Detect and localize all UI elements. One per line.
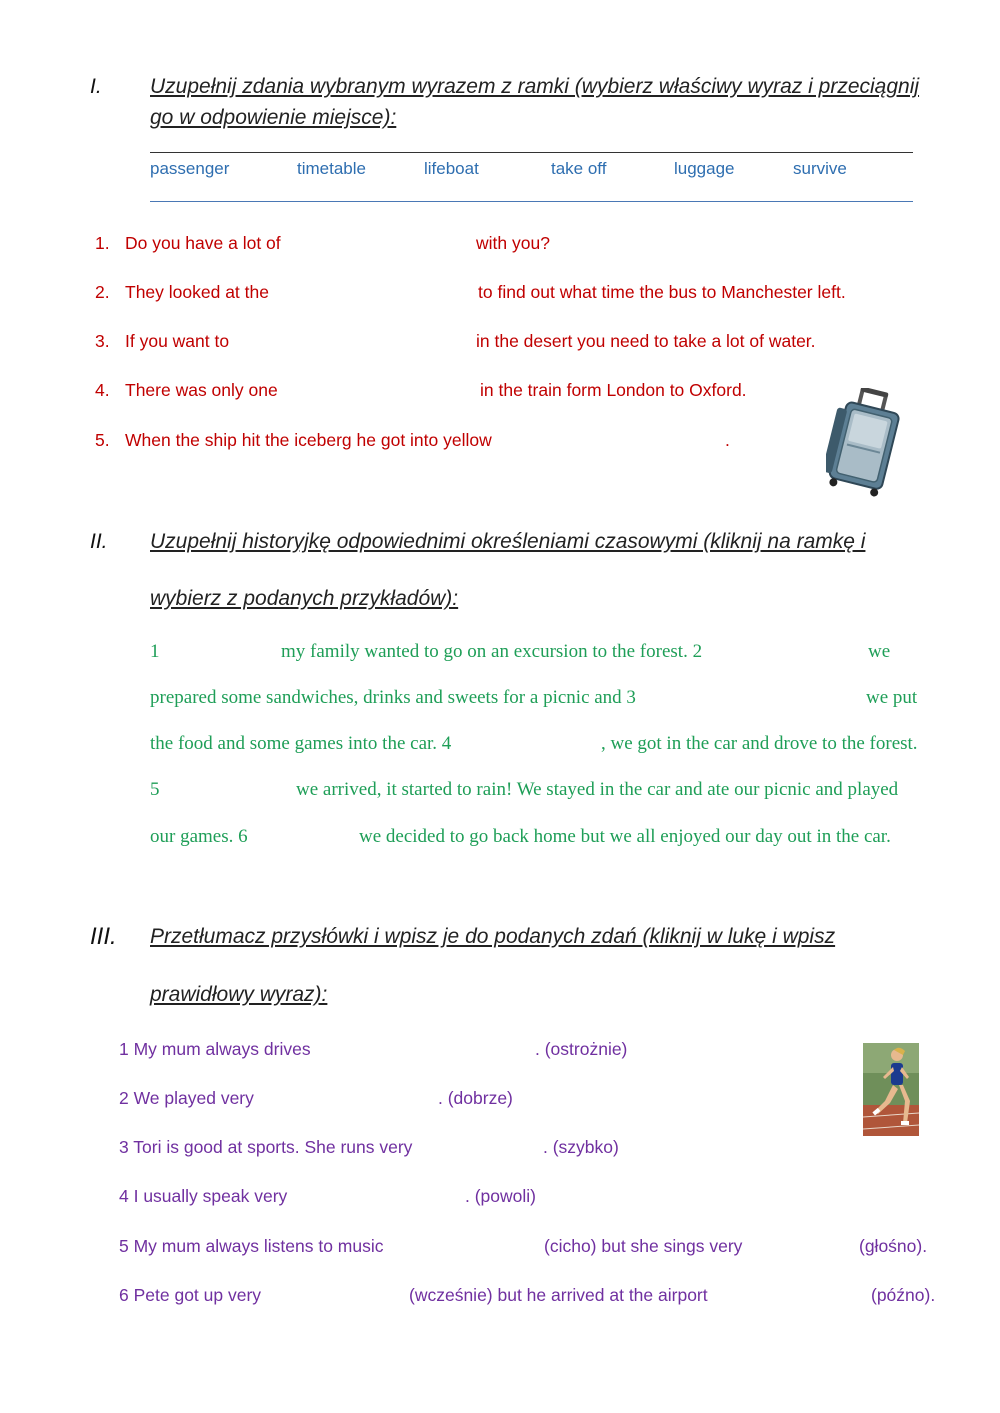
adverb-sentence: 6 Pete got up very: [119, 1285, 262, 1305]
sentence-text: .: [725, 430, 730, 450]
story-select-1[interactable]: [168, 639, 276, 665]
drop-zone-2[interactable]: [284, 279, 472, 305]
story-text: we decided to go back home but we all enjoyed our day out in the car.: [359, 826, 891, 847]
sentence-text: They looked at the: [125, 282, 269, 302]
sentence-text: with you?: [476, 233, 550, 253]
adverb-hint: (późno).: [871, 1285, 936, 1305]
adverb-input-1[interactable]: [326, 1036, 530, 1062]
sentence-text: When the ship hit the iceberg he got into yellow: [125, 430, 492, 450]
story-text: we put: [866, 687, 918, 708]
adverb-hint: . (szybko): [543, 1137, 619, 1157]
story-text: our games. 6: [150, 826, 248, 847]
word-bank-item[interactable]: survive: [793, 159, 847, 178]
adverb-input-5b[interactable]: [755, 1233, 853, 1259]
sentence-number: 3.: [95, 331, 110, 351]
adverb-sentence: 2 We played very: [119, 1088, 254, 1108]
story-text: the food and some games into the car. 4: [150, 733, 452, 754]
section-2-number: II.: [90, 530, 108, 553]
sentence-text: Do you have a lot of: [125, 233, 281, 253]
word-bank-top-rule: [150, 152, 913, 153]
section-2-heading-line-2: wybierz z podanych przykładów):: [150, 587, 459, 610]
adverb-input-6a[interactable]: [274, 1282, 404, 1308]
drop-zone-5[interactable]: [526, 427, 720, 453]
sentence-number: 2.: [95, 282, 110, 302]
sentence-text: in the train form London to Oxford.: [480, 380, 747, 400]
section-3-heading-line-2: prawidłowy wyraz):: [150, 983, 328, 1006]
story-text: we arrived, it started to rain! We stayed in the car and ate our picnic and played: [296, 779, 899, 800]
adverb-input-4[interactable]: [298, 1183, 458, 1209]
story-text: my family wanted to go on an excursion to the forest. 2: [281, 641, 703, 662]
sentence-number: 5.: [95, 430, 110, 450]
adverb-hint: (wcześnie) but he arrived at the airport: [409, 1285, 708, 1305]
sentence-number: 4.: [95, 380, 110, 400]
adverb-input-5a[interactable]: [404, 1233, 538, 1259]
story-select-4[interactable]: [482, 731, 598, 757]
word-bank-bottom-rule: [150, 201, 913, 202]
sentence-text: to find out what time the bus to Manchester left.: [478, 282, 846, 302]
drop-zone-1[interactable]: [295, 230, 470, 256]
adverb-sentence: 5 My mum always listens to music: [119, 1236, 384, 1256]
word-bank-item[interactable]: lifeboat: [424, 159, 479, 178]
section-1-heading-line-2: go w odpowienie miejsce):: [150, 106, 397, 129]
section-1-heading-line-1: Uzupełnij zdania wybranym wyrazem z ramki (wybierz właściwy wyraz i przeciągnij: [150, 75, 920, 98]
section-2-heading-line-1: Uzupełnij historyjkę odpowiednimi określeniami czasowymi (kliknij na ramkę i: [150, 530, 866, 553]
story-select-3[interactable]: [678, 685, 860, 711]
word-bank-item[interactable]: timetable: [297, 159, 366, 178]
sentence-text: There was only one: [125, 380, 278, 400]
suitcase-image: [826, 388, 914, 498]
story-text: , we got in the car and drove to the forest.: [601, 733, 918, 754]
story-text: 5: [150, 779, 160, 800]
story-text: 1: [150, 641, 160, 662]
adverb-hint: (cicho) but she sings very: [544, 1236, 743, 1256]
adverb-sentence: 4 I usually speak very: [119, 1186, 288, 1206]
adverb-sentence: 3 Tori is good at sports. She runs very: [119, 1137, 413, 1157]
adverb-sentence: 1 My mum always drives: [119, 1039, 311, 1059]
word-bank-item[interactable]: passenger: [150, 159, 230, 178]
adverb-input-6b[interactable]: [734, 1282, 866, 1308]
sentence-text: in the desert you need to take a lot of water.: [476, 331, 816, 351]
story-text: we: [868, 641, 891, 662]
story-select-5[interactable]: [168, 777, 290, 803]
sentence-number: 1.: [95, 233, 110, 253]
section-3-heading-line-1: Przetłumacz przysłówki i wpisz je do podanych zdań (kliknij w lukę i wpisz: [150, 925, 836, 948]
runner-image: [863, 1043, 919, 1136]
word-bank-item[interactable]: luggage: [674, 159, 735, 178]
section-3-number: III.: [90, 923, 117, 950]
adverb-hint: . (dobrze): [438, 1088, 513, 1108]
drop-zone-3[interactable]: [246, 328, 470, 354]
section-1-number: I.: [90, 75, 102, 98]
story-select-2[interactable]: [742, 639, 860, 665]
adverb-hint: . (ostrożnie): [535, 1039, 628, 1059]
word-bank-item[interactable]: take off: [551, 159, 607, 178]
story-text: prepared some sandwiches, drinks and sweets for a picnic and 3: [150, 687, 636, 708]
sentence-text: If you want to: [125, 331, 230, 351]
adverb-input-2[interactable]: [266, 1085, 432, 1111]
drop-zone-4[interactable]: [291, 377, 474, 403]
adverb-hint: (głośno).: [859, 1236, 928, 1256]
adverb-input-3[interactable]: [430, 1134, 538, 1160]
story-select-6[interactable]: [260, 824, 354, 850]
adverb-hint: . (powoli): [465, 1186, 536, 1206]
